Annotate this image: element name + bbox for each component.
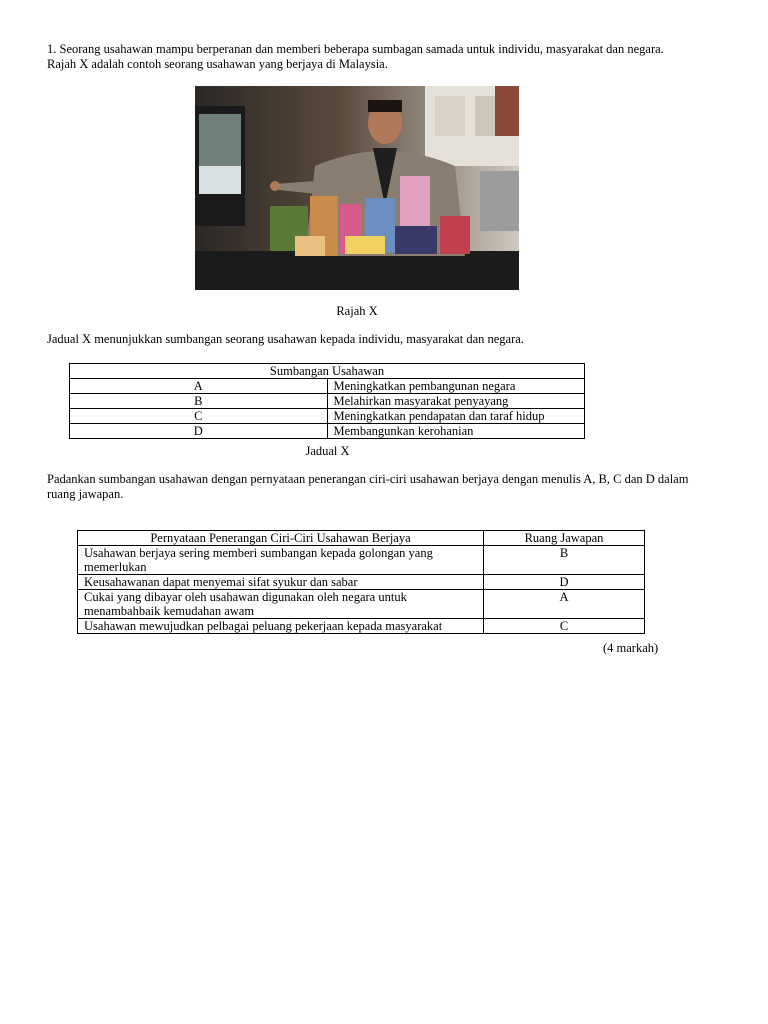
table-row [78, 619, 645, 634]
table-row [70, 379, 585, 394]
table-row [78, 575, 645, 590]
figure-caption: Rajah X [336, 304, 378, 318]
entrepreneur-photo [195, 86, 519, 290]
answer-table-header-statement: Pernyataan Penerangan Ciri-Ciri Usahawan Berjaya [78, 531, 484, 546]
answer-table [77, 530, 645, 634]
question-text-line1: 1. Seorang usahawan mampu berperanan dan memberi beberapa sumbagan samada untuk individu, masyarakat dan negara. [47, 42, 664, 56]
table-row [70, 394, 585, 409]
table-row [78, 546, 645, 575]
table-row [70, 424, 585, 439]
contribution-letter: B [70, 394, 328, 409]
instruction-text-line1: Padankan sumbangan usahawan dengan pernyataan penerangan ciri-ciri usahawan berjaya dengan menulis A, B, C dan D dalam [47, 472, 689, 486]
table-intro-text: Jadual X menunjukkan sumbangan seorang usahawan kepada individu, masyarakat dan negara. [47, 332, 524, 346]
statement-cell: Cukai yang dibayar oleh usahawan digunakan oleh negara untuk menambahbaik kemudahan awam [78, 590, 484, 619]
contribution-letter: A [70, 379, 328, 394]
answer-table-header-row [78, 531, 645, 546]
statement-cell: Usahawan berjaya sering memberi sumbangan kepada golongan yang memerlukan [78, 546, 484, 575]
entrepreneur-photo-illustration [195, 86, 519, 290]
answer-cell[interactable]: D [484, 575, 645, 590]
table-row [78, 590, 645, 619]
contribution-letter: C [70, 409, 328, 424]
table-row [70, 409, 585, 424]
marks-label: (4 markah) [603, 641, 659, 655]
contribution-text: Meningkatkan pembangunan negara [327, 379, 585, 394]
answer-table-header-answer: Ruang Jawapan [484, 531, 645, 546]
answer-cell[interactable]: C [484, 619, 645, 634]
contribution-text: Melahirkan masyarakat penyayang [327, 394, 585, 409]
contribution-text: Membangunkan kerohanian [327, 424, 585, 439]
contribution-letter: D [70, 424, 328, 439]
contribution-table-header: Sumbangan Usahawan [70, 364, 585, 379]
answer-cell[interactable]: A [484, 590, 645, 619]
contribution-table [69, 363, 585, 439]
answer-cell[interactable]: B [484, 546, 645, 575]
contribution-text: Meningkatkan pendapatan dan taraf hidup [327, 409, 585, 424]
instruction-text-line2: ruang jawapan. [47, 487, 124, 501]
table-caption: Jadual X [305, 444, 350, 458]
statement-cell: Usahawan mewujudkan pelbagai peluang pekerjaan kepada masyarakat [78, 619, 484, 634]
statement-cell: Keusahawanan dapat menyemai sifat syukur dan sabar [78, 575, 484, 590]
contribution-table-header-row [70, 364, 585, 379]
question-text-line2: Rajah X adalah contoh seorang usahawan yang berjaya di Malaysia. [47, 57, 388, 71]
